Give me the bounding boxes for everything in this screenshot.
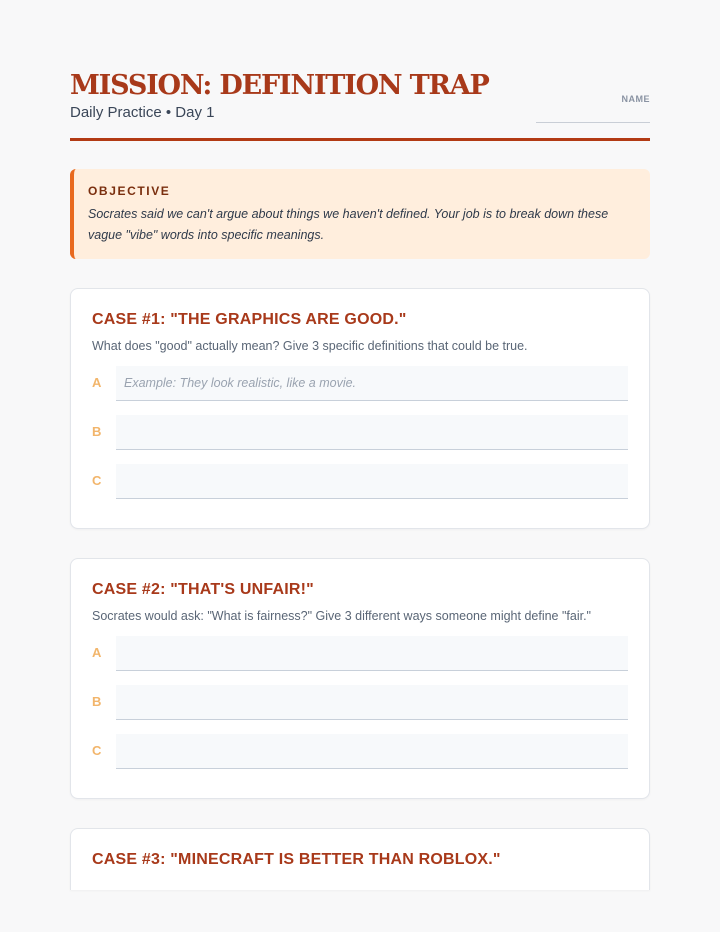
answer-letter: C bbox=[92, 743, 102, 758]
case-title: CASE #3: "MINECRAFT IS BETTER THAN ROBLOX." bbox=[92, 851, 501, 868]
answer-input-a[interactable] bbox=[116, 636, 628, 671]
answer-row-a bbox=[92, 636, 628, 672]
answer-input-c[interactable] bbox=[116, 734, 628, 769]
objective-text: Socrates said we can't argue about things we haven't defined. Your job is to break down these vague "vibe" words into specific meanings. bbox=[88, 207, 609, 242]
answer-row-c bbox=[92, 734, 628, 770]
answer-row-b bbox=[92, 415, 628, 451]
case-card-1 bbox=[70, 288, 650, 529]
case-title: CASE #1: "THE GRAPHICS ARE GOOD." bbox=[92, 311, 407, 328]
answer-row-a bbox=[92, 366, 628, 402]
case-question: What does "good" actually mean? Give 3 specific definitions that could be true. bbox=[92, 339, 528, 353]
worksheet-header bbox=[70, 0, 650, 141]
name-field-line[interactable] bbox=[536, 122, 650, 123]
case-question: Socrates would ask: "What is fairness?" Give 3 different ways someone might define "fair." bbox=[92, 609, 591, 623]
answer-row-b bbox=[92, 685, 628, 721]
objective-heading: OBJECTIVE bbox=[88, 184, 171, 198]
objective-callout bbox=[70, 169, 650, 259]
case-card-3 bbox=[70, 828, 650, 890]
answer-letter: C bbox=[92, 473, 102, 488]
answer-letter: A bbox=[92, 375, 102, 390]
answer-input-a[interactable] bbox=[116, 366, 628, 401]
case-card-2 bbox=[70, 558, 650, 799]
answer-row-c bbox=[92, 464, 628, 500]
worksheet-page bbox=[70, 0, 650, 868]
answer-letter: B bbox=[92, 694, 102, 709]
case-title: CASE #2: "THAT'S UNFAIR!" bbox=[92, 581, 314, 598]
answer-input-c[interactable] bbox=[116, 464, 628, 499]
name-label: NAME bbox=[621, 94, 650, 104]
answer-letter: A bbox=[92, 645, 102, 660]
answer-letter: B bbox=[92, 424, 102, 439]
page-subtitle: Daily Practice • Day 1 bbox=[70, 104, 215, 121]
page-title: MISSION: DEFINITION TRAP bbox=[70, 70, 489, 101]
answer-input-b[interactable] bbox=[116, 685, 628, 720]
answer-input-b[interactable] bbox=[116, 415, 628, 450]
